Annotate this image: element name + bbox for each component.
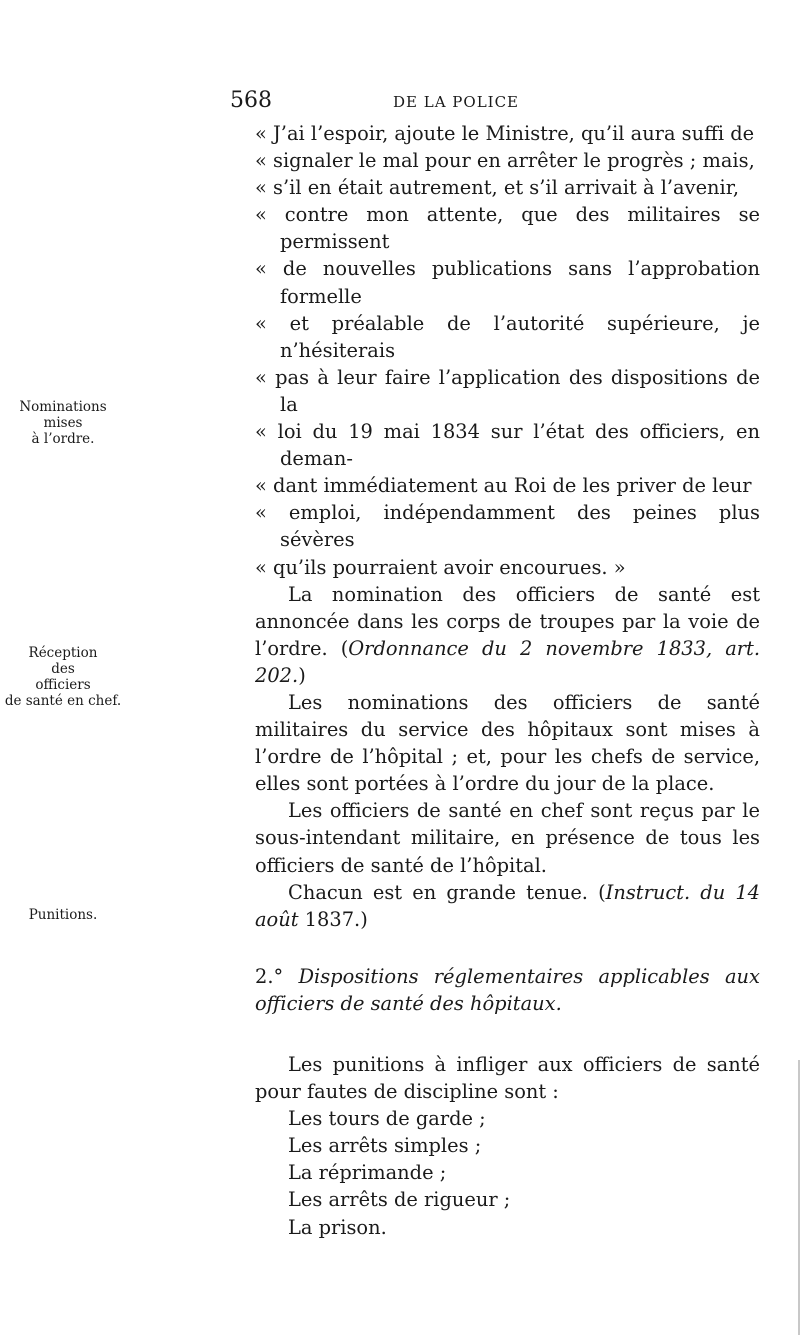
list-item: Les arrêts de rigueur ; <box>288 1188 511 1212</box>
running-title: DE LA POLICE <box>393 93 520 111</box>
list-item: La réprimande ; <box>288 1161 447 1185</box>
paragraph-hopitaux: Les nominations des officiers de santé militaires du service des hôpitaux sont mises à l’ordre de l’hôpital ; et, pour les chefs de service, elles sont portées à l’ordre du jour de la place. <box>255 690 760 796</box>
paragraph-text: Chacun est en grande tenue. ( <box>288 880 606 904</box>
margin-note-nominations <box>4 399 122 447</box>
paragraph-nominations <box>255 581 760 689</box>
quote-line: « et préalable de l’autorité supérieure, je n’hésiterais <box>255 311 760 362</box>
paragraph-text: ) <box>298 663 306 687</box>
quote-line: « s’il en était autrement, et s’il arrivait à l’avenir, <box>255 176 740 200</box>
quote-line: « emploi, indépendamment des peines plus sévères <box>255 501 760 552</box>
legal-reference: Ordonnance du 2 novembre 1833, art. 202. <box>255 636 760 687</box>
margin-note-line: de santé en chef. <box>4 693 122 709</box>
section-number: 2.° <box>255 964 284 988</box>
page-header <box>230 88 730 118</box>
section-title-text: Dispositions réglementaires applicables aux officiers de santé des hôpitaux. <box>255 964 760 1015</box>
quote-line: « de nouvelles publications sans l’approbation formelle <box>255 257 760 308</box>
punitions-list <box>255 1105 760 1240</box>
paragraph-text: La nomination des officiers de santé est annoncée dans les corps de troupes par la voie de l’ordre. ( <box>255 582 760 660</box>
margin-note-line: mises <box>43 415 83 431</box>
paragraph-tenue <box>255 879 760 933</box>
quote-line: « loi du 19 mai 1834 sur l’état des officiers, en deman- <box>255 420 760 471</box>
margin-note-line: Nominations <box>19 399 107 415</box>
paragraph-text: 1837.) <box>298 907 368 931</box>
quote-line: « J’ai l’espoir, ajoute le Ministre, qu’il aura suffi de <box>255 122 755 145</box>
quote-line: « dant immédiatement au Roi de les priver de leur <box>255 474 752 498</box>
page-body <box>255 120 760 1241</box>
quote-line: « contre mon attente, que des militaires se permissent <box>255 203 760 254</box>
margin-note-line: des <box>51 661 75 677</box>
margin-note-line: Réception <box>28 645 98 661</box>
margin-note-line: à l’ordre. <box>31 431 95 447</box>
quote-block <box>255 120 760 581</box>
section-title <box>255 963 760 1017</box>
quote-line: « qu’ils pourraient avoir encourues. » <box>255 555 626 579</box>
legal-reference: Instruct. du 14 août <box>255 880 760 931</box>
paragraph-reception: Les officiers de santé en chef sont reçus par le sous-intendant militaire, en présence de tous les officiers de santé de l’hôpital. <box>255 799 760 877</box>
page-number: 568 <box>230 88 272 113</box>
margin-note-reception <box>4 645 122 709</box>
paragraph-punitions: Les punitions à infliger aux officiers de santé pour fautes de discipline sont : <box>255 1053 760 1104</box>
margin-note-line: Punitions. <box>28 907 98 923</box>
quote-line: « pas à leur faire l’application des dispositions de la <box>255 365 760 416</box>
list-item: La prison. <box>288 1215 387 1239</box>
list-item: Les tours de garde ; <box>288 1107 486 1131</box>
margin-note-punitions <box>4 907 122 923</box>
quote-line: « signaler le mal pour en arrêter le progrès ; mais, <box>255 149 755 173</box>
list-item: Les arrêts simples ; <box>288 1134 482 1158</box>
margin-note-line: officiers <box>35 677 91 693</box>
